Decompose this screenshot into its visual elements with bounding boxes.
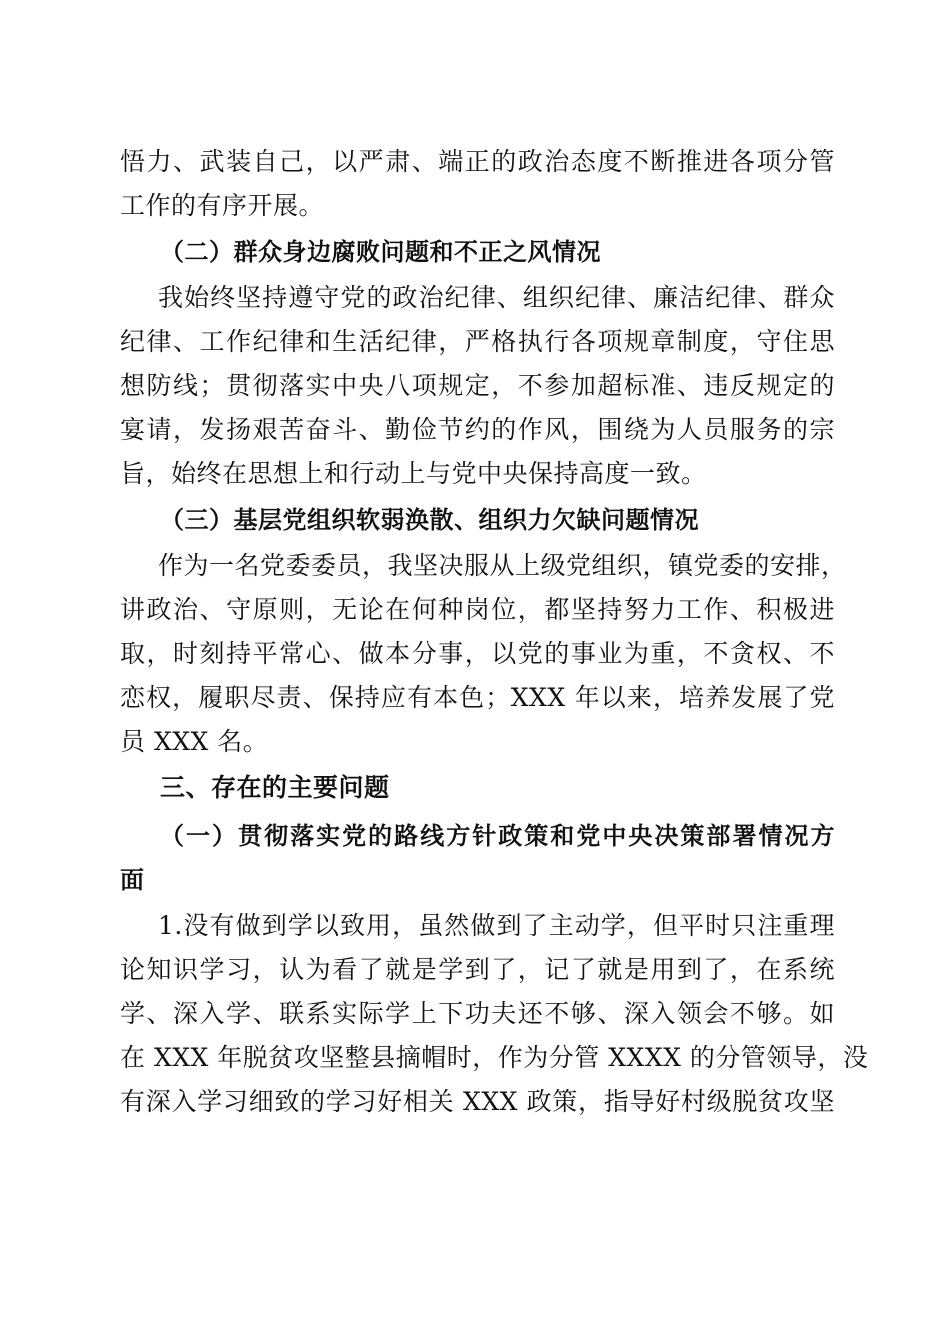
text-line: 恋权，履职尽责、保持应有本色；XXX 年以来，培养发展了党: [120, 683, 835, 712]
subheading: （二）群众身边腐败问题和不正之风情况: [160, 238, 601, 266]
text-line: 学、深入学、联系实际学上下功夫还不够、深入领会不够。如: [120, 999, 835, 1028]
text-line: 在 XXX 年脱贫攻坚整县摘帽时，作为分管 XXXX 的分管领导，没: [120, 1043, 869, 1072]
text-line: 员 XXX 名。: [120, 727, 269, 756]
subheading-continuation: 面: [120, 866, 145, 894]
paragraph-first-line: 我始终坚持遵守党的政治纪律、组织纪律、廉洁纪律、群众: [158, 283, 835, 312]
paragraph-first-line: 1.没有做到学以致用，虽然做到了主动学，但平时只注重理: [158, 911, 835, 940]
text-line: 论知识学习，认为看了就是学到了，记了就是用到了，在系统: [120, 955, 835, 984]
text-line: 旨，始终在思想上和行动上与党中央保持高度一致。: [120, 459, 707, 488]
text-line: 取，时刻持平常心、做本分事，以党的事业为重，不贪权、不: [120, 639, 835, 668]
text-line: 宴请，发扬艰苦奋斗、勤俭节约的作风，围绕为人员服务的宗: [120, 415, 835, 444]
text-line: 悟力、武装自己，以严肃、端正的政治态度不断推进各项分管: [120, 147, 835, 176]
subheading: （三）基层党组织软弱涣散、组织力欠缺问题情况: [160, 506, 699, 534]
paragraph-first-line: 作为一名党委委员，我坚决服从上级党组织，镇党委的安排，: [158, 551, 847, 580]
text-line: 纪律、工作纪律和生活纪律，严格执行各项规章制度，守住思: [120, 327, 835, 356]
text-line: 工作的有序开展。: [120, 191, 325, 220]
text-line: 有深入学习细致的学习好相关 XXX 政策，指导好村级脱贫攻坚: [120, 1087, 835, 1116]
text-line: 讲政治、守原则，无论在何种岗位，都坚持努力工作、积极进: [120, 595, 835, 624]
section-heading: 三、存在的主要问题: [160, 773, 390, 802]
text-line: 想防线；贯彻落实中央八项规定，不参加超标准、违反规定的: [120, 371, 835, 400]
subheading: （一）贯彻落实党的路线方针政策和党中央决策部署情况方: [160, 822, 835, 850]
